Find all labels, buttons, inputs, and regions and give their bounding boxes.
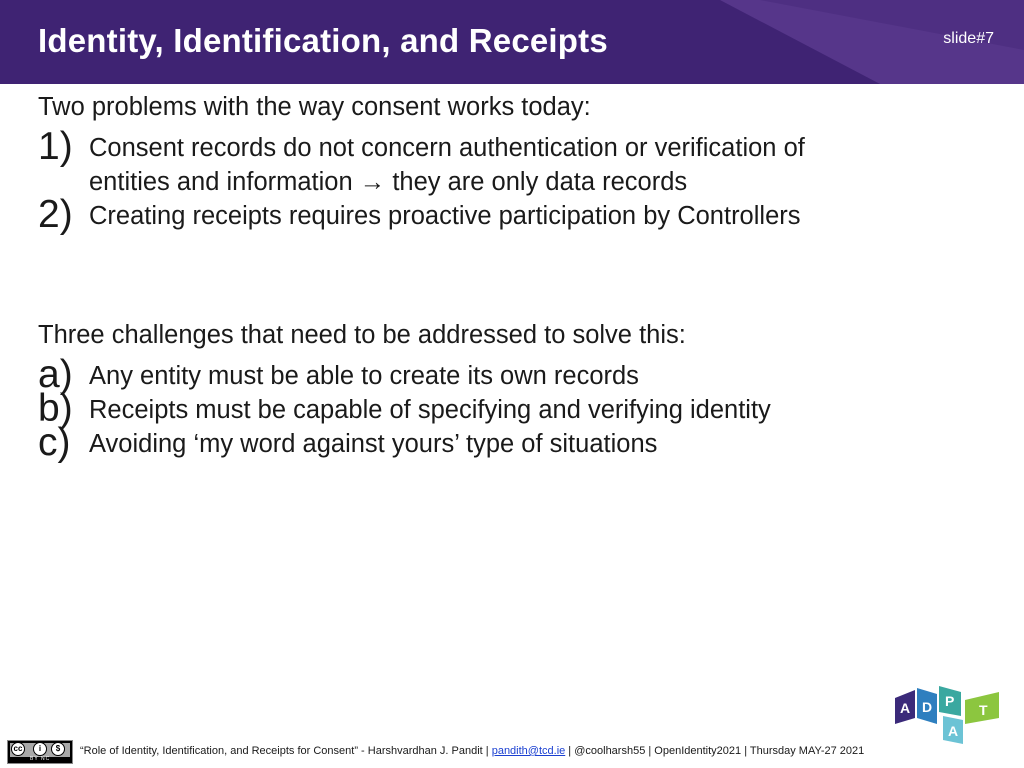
logo-letter: A	[948, 723, 959, 739]
challenge-marker: c)	[38, 421, 71, 464]
adapt-logo	[893, 684, 1003, 746]
footer-email-link[interactable]: pandith@tcd.ie	[491, 745, 566, 757]
creative-commons-badge	[7, 740, 73, 764]
nc-icon: $	[51, 742, 65, 756]
cc-icon: cc	[11, 742, 25, 756]
slide-header	[0, 0, 1024, 84]
challenge-text: Any entity must be able to create its own records	[89, 362, 639, 390]
problem-text-line: entities and information → they are only data records	[89, 168, 688, 196]
challenge-marker: a)	[38, 353, 73, 396]
footer-text-after: | @coolharsh55 | OpenIdentity2021 | Thursday MAY-27 2021	[565, 745, 865, 757]
logo-letter: D	[922, 699, 933, 715]
problem-marker: 1)	[38, 125, 73, 168]
logo-letter: P	[945, 693, 955, 709]
challenge-marker: b)	[38, 387, 73, 430]
by-icon: i	[33, 742, 47, 756]
cc-license-labels: BY NC	[30, 756, 51, 762]
slide-title: Identity, Identification, and Receipts	[38, 22, 608, 59]
challenge-text: Receipts must be capable of specifying and verifying identity	[89, 396, 771, 424]
slide-number: slide#7	[943, 30, 994, 47]
challenge-text: Avoiding ‘my word against yours’ type of situations	[89, 430, 658, 458]
footer-text-before: “Role of Identity, Identification, and Receipts for Consent” - Harshvardhan J. Pandit |	[80, 745, 492, 757]
logo-letter: T	[979, 702, 988, 718]
problem-text-line: Consent records do not concern authentication or verification of	[89, 134, 805, 162]
logo-letter: A	[900, 700, 911, 716]
problems-heading: Two problems with the way consent works today:	[38, 93, 591, 121]
slide-footer	[0, 738, 1024, 768]
challenges-heading: Three challenges that need to be addressed to solve this:	[38, 321, 686, 349]
footer-citation	[80, 745, 864, 757]
problem-text-line: Creating receipts requires proactive participation by Controllers	[89, 202, 801, 230]
problem-marker: 2)	[38, 193, 73, 236]
